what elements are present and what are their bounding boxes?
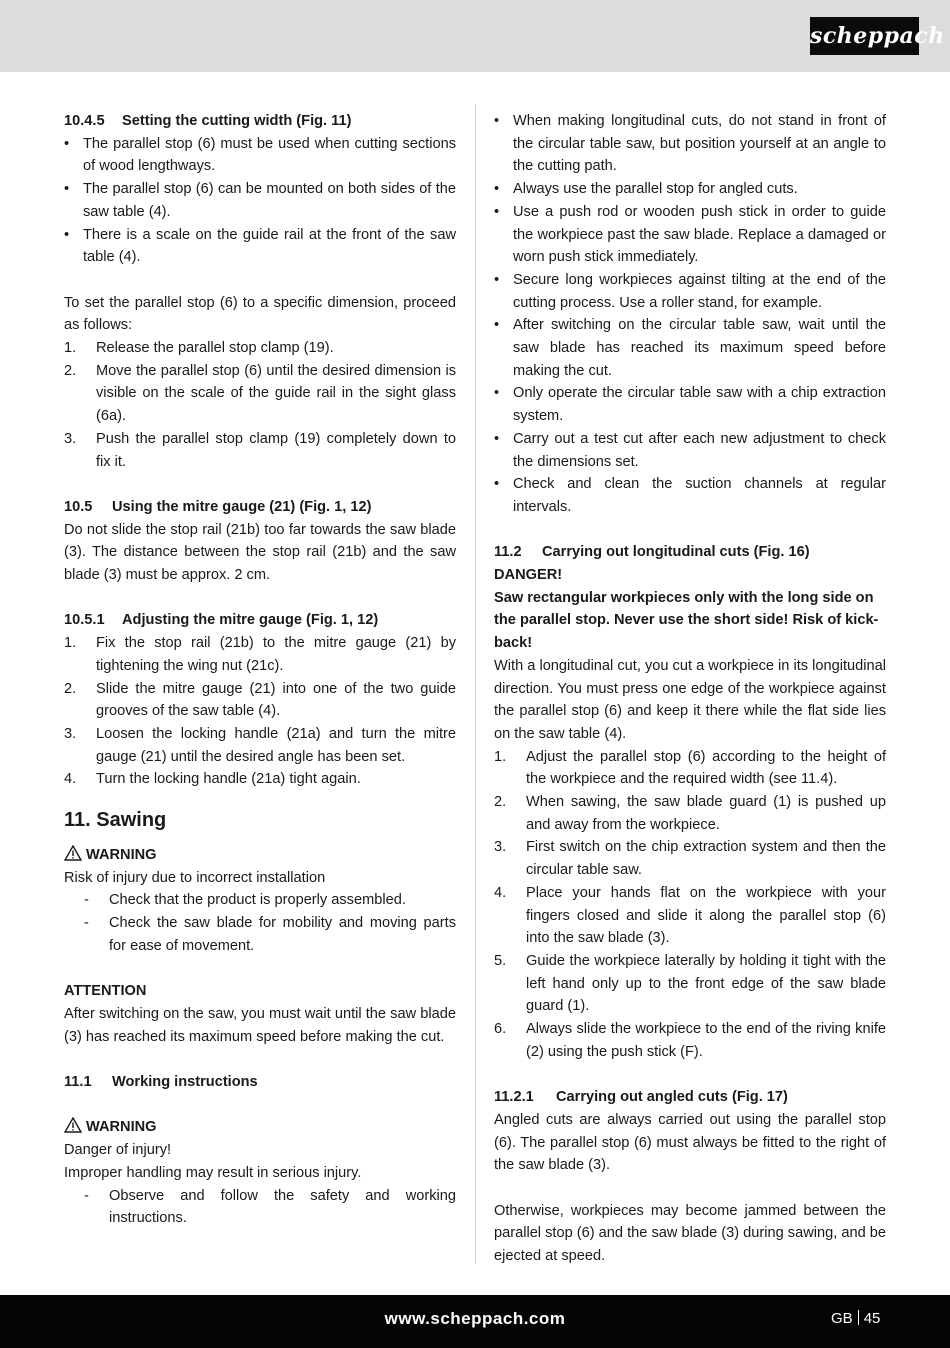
- list-item: 3. Loosen the locking handle (21a) and turn the mitre gauge (21) until the desired angle has been set.: [64, 725, 456, 765]
- list-item: 4. Place your hands flat on the workpiece with your fingers closed and slide it along the parallel stop (6) into the saw blade (3).: [494, 884, 886, 947]
- list-item: • Use a push rod or wooden push stick in order to guide the workpiece past the saw blade. Replace a damaged or worn push stick immediately.: [494, 203, 886, 266]
- danger-heading: DANGER!: [494, 567, 563, 584]
- warning-heading: WARNING: [64, 1116, 456, 1139]
- danger-text: Saw rectangular workpieces only with the long side on the parallel stop. Never use the short side! Risk of kick-back!: [494, 589, 879, 652]
- list-item: 6. Always slide the workpiece to the end of the riving knife (2) using the push stick (F).: [494, 1021, 886, 1060]
- page-number: 45: [863, 1310, 881, 1327]
- top-bar: [0, 0, 950, 72]
- section-10-4-5-heading: 10.4.5 Setting the cutting width (Fig. 11): [64, 113, 352, 129]
- paragraph: Otherwise, workpieces may become jammed between the parallel stop (6) and the saw blade (3) during sawing, and be ejected at speed.: [494, 1202, 886, 1265]
- paragraph: Do not slide the stop rail (21b) too far towards the saw blade (3). The distance between the stop rail (21b) and the saw blade (3) must be approx. 2 cm.: [64, 521, 456, 584]
- section-11-2-1-heading: 11.2.1 Carrying out angled cuts (Fig. 17): [494, 1089, 788, 1106]
- list-item: 3. First switch on the chip extraction system and then the circular table saw.: [494, 839, 886, 879]
- section-11-1-heading: 11.1 Working instructions: [64, 1074, 258, 1091]
- list-item: 1. Fix the stop rail (21b) to the mitre gauge (21) by tightening the wing nut (21c).: [64, 635, 456, 674]
- list-item: 2. When sawing, the saw blade guard (1) is pushed up and away from the workpiece.: [494, 794, 886, 833]
- paragraph: Danger of injury!: [64, 1142, 172, 1159]
- list-item: • Only operate the circular table saw with a chip extraction system.: [494, 385, 886, 425]
- warning-heading: WARNING: [64, 844, 456, 867]
- right-column: [494, 110, 886, 1268]
- list-item: - Check that the product is properly assembled.: [84, 892, 406, 909]
- footer-url[interactable]: www.scheppach.com: [384, 1309, 566, 1328]
- list-item: 5. Guide the workpiece laterally by holding it tight with the left hand only up to the front edge of the saw blade guard (1).: [494, 953, 886, 1015]
- list-item: - Observe and follow the safety and working instructions.: [84, 1187, 456, 1227]
- warning-icon: [64, 1117, 82, 1133]
- list-item: 1. Release the parallel stop clamp (19).: [64, 340, 334, 357]
- list-item: • Always use the parallel stop for angled cuts.: [494, 181, 798, 198]
- paragraph: Improper handling may result in serious injury.: [64, 1164, 362, 1181]
- page-info: [831, 1310, 880, 1327]
- language-code: GB: [831, 1310, 853, 1327]
- brand-logo: scheppach: [810, 17, 919, 55]
- paragraph: To set the parallel stop (6) to a specific dimension, proceed as follows:: [64, 294, 456, 334]
- paragraph: With a longitudinal cut, you cut a workpiece in its longitudinal direction. You must press one edge of the workpiece against the parallel stop (6) and keep it there while the flat side lies on the saw table (4).: [494, 657, 886, 742]
- section-11-heading: 11. Sawing: [64, 809, 167, 832]
- paragraph: Angled cuts are always carried out using the parallel stop (6). The parallel stop (6) must always be fitted to the right of the saw blade (3).: [494, 1111, 886, 1174]
- list-item: - Check the saw blade for mobility and moving parts for ease of movement.: [84, 915, 456, 954]
- left-column: [64, 110, 456, 1230]
- column-divider: [475, 104, 476, 1264]
- attention-heading: ATTENTION: [64, 983, 147, 1000]
- list-item: • The parallel stop (6) must be used when cutting sections of wood lengthways.: [64, 135, 456, 175]
- section-11-2-heading: 11.2 Carrying out longitudinal cuts (Fig. 16): [494, 544, 810, 561]
- section-10-5-1-heading: 10.5.1 Adjusting the mitre gauge (Fig. 1, 12): [64, 612, 379, 629]
- paragraph: After switching on the saw, you must wait until the saw blade (3) has reached its maximum speed before making the cut.: [64, 1005, 456, 1045]
- list-item: • Check and clean the suction channels at regular intervals.: [494, 476, 886, 515]
- list-item: • Secure long workpieces against tilting at the end of the cutting process. Use a roller stand, for example.: [494, 271, 886, 311]
- list-item: 3. Push the parallel stop clamp (19) completely down to fix it.: [64, 430, 456, 470]
- paragraph: Risk of injury due to incorrect installation: [64, 869, 326, 886]
- footer-bar: [0, 1295, 950, 1348]
- list-item: • Carry out a test cut after each new adjustment to check the dimensions set.: [494, 430, 886, 470]
- list-item: 2. Move the parallel stop (6) until the desired dimension is visible on the scale of the guide rail in the sight glass (6a).: [64, 362, 456, 425]
- list-item: 2. Slide the mitre gauge (21) into one of the two guide grooves of the saw table (4).: [64, 680, 456, 720]
- list-item: • When making longitudinal cuts, do not stand in front of the circular table saw, but position yourself at an angle to the cutting path.: [494, 113, 886, 175]
- list-item: • There is a scale on the guide rail at the front of the saw table (4).: [64, 226, 456, 266]
- list-item: 4. Turn the locking handle (21a) tight again.: [64, 771, 361, 788]
- list-item: 1. Adjust the parallel stop (6) according to the height of the workpiece and the required width (see 11.4).: [494, 748, 886, 788]
- list-item: • After switching on the circular table saw, wait until the saw blade has reached its maximum speed before making the cut.: [494, 317, 886, 379]
- section-10-5-heading: 10.5 Using the mitre gauge (21) (Fig. 1, 12): [64, 498, 372, 515]
- warning-icon: [64, 845, 82, 861]
- list-item: • The parallel stop (6) can be mounted on both sides of the saw table (4).: [64, 181, 456, 220]
